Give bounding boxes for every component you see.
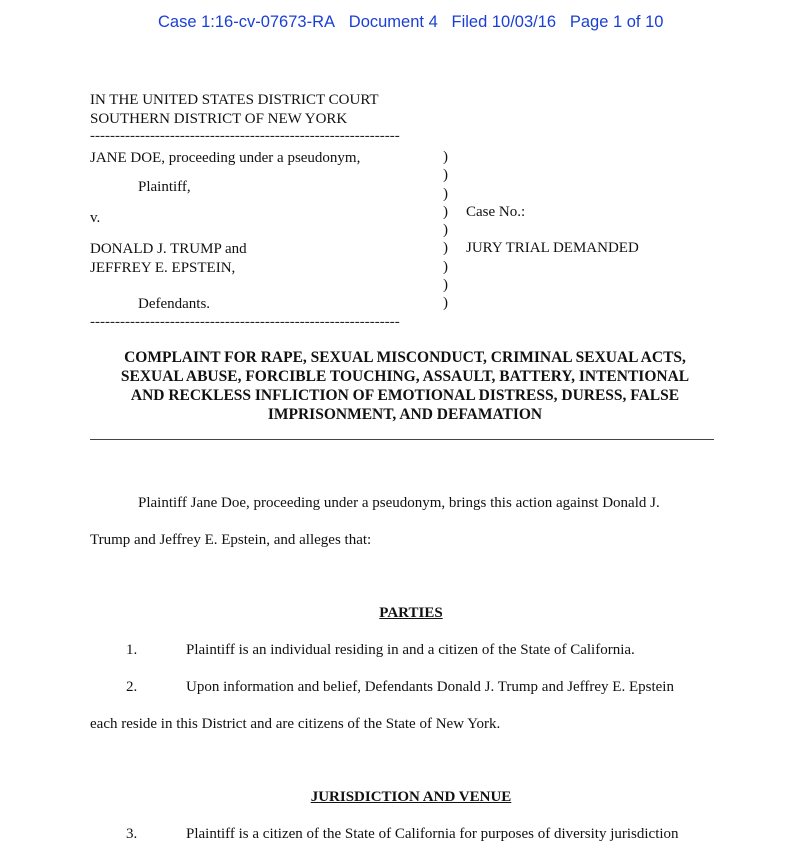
paragraph-number: 2. (126, 679, 138, 695)
title-divider (90, 439, 714, 440)
section-heading-parties: PARTIES (379, 605, 443, 621)
intro-line1: Plaintiff Jane Doe, proceeding under a pseudonym, brings this action against Donald J. (138, 495, 660, 511)
case-no-label: Case No.: (466, 204, 526, 220)
paren: ) (443, 149, 448, 165)
title-line4: IMPRISONMENT, AND DEFAMATION (267, 406, 543, 423)
title-line2: SEXUAL ABUSE, FORCIBLE TOUCHING, ASSAULT, BATTERY, INTENTIONAL (120, 368, 690, 385)
versus: v. (90, 210, 101, 226)
defendant-role: Defendants. (138, 296, 211, 312)
caption-top-dashes: -------------------------------------------------------------- (90, 128, 400, 144)
paragraph-number: 1. (126, 642, 138, 658)
document-number: Document 4 (348, 13, 438, 31)
title-line3: AND RECKLESS INFLICTION OF EMOTIONAL DISTRESS, DURESS, FALSE (130, 387, 680, 404)
section-heading-jurisdiction: JURISDICTION AND VENUE (310, 789, 512, 805)
paragraph-number: 3. (126, 826, 138, 842)
court-name-line1: IN THE UNITED STATES DISTRICT COURT (90, 92, 379, 108)
ecf-header (158, 13, 663, 32)
paragraph-text: each reside in this District and are citizens of the State of New York. (90, 716, 501, 732)
intro-line2: Trump and Jeffrey E. Epstein, and alleges that: (90, 532, 372, 548)
court-name-line2: SOUTHERN DISTRICT OF NEW YORK (90, 111, 348, 127)
paren: ) (443, 203, 448, 220)
filed-date: Filed 10/03/16 (451, 13, 557, 31)
paren: ) (443, 258, 448, 275)
paren: ) (443, 167, 448, 184)
paren: ) (443, 277, 448, 294)
paragraph-text: Upon information and belief, Defendants Donald J. Trump and Jeffrey E. Epstein (186, 679, 674, 695)
case-number: Case 1:16-cv-07673-RA (158, 13, 336, 31)
defendant-line2: JEFFREY E. EPSTEIN, (90, 260, 236, 276)
paren: ) (443, 222, 448, 239)
title-line1: COMPLAINT FOR RAPE, SEXUAL MISCONDUCT, CRIMINAL SEXUAL ACTS, (124, 349, 686, 366)
paren: ) (443, 185, 448, 202)
complaint-title (60, 348, 750, 424)
paren: ) (443, 240, 448, 257)
jury-trial-demanded: JURY TRIAL DEMANDED (466, 240, 639, 256)
page-indicator: Page 1 of 10 (569, 13, 664, 31)
caption-parens (443, 148, 448, 313)
paren: ) (443, 295, 448, 312)
plaintiff-role: Plaintiff, (138, 179, 191, 195)
paragraph-text: Plaintiff is an individual residing in and a citizen of the State of California. (186, 642, 635, 658)
defendant-line1: DONALD J. TRUMP and (90, 241, 247, 257)
plaintiff-name: JANE DOE, proceeding under a pseudonym, (90, 150, 361, 166)
paragraph-text: Plaintiff is a citizen of the State of California for purposes of diversity jurisdiction (186, 826, 679, 842)
caption-bottom-dashes: -------------------------------------------------------------- (90, 314, 400, 330)
